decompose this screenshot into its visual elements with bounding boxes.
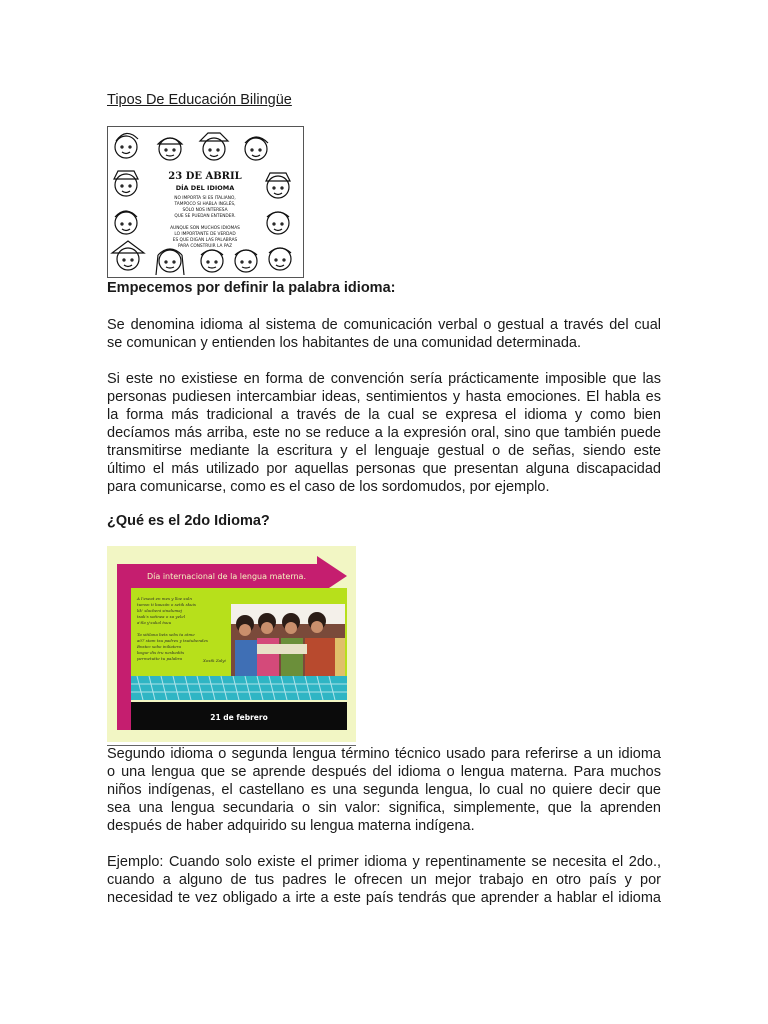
image-line: NO IMPORTA SI ES ITALIANO,: [174, 196, 236, 201]
paragraph-line: o una lengua que se aprende después del idioma o lengua materna. Para muchos: [107, 764, 661, 780]
paragraph-line: necesidad te vez obligado a irte a este país tendrás que aprender a hablar el idioma: [107, 890, 661, 906]
date-band-text: 21 de febrero: [210, 713, 268, 722]
image-line: ES QUE DIGAN LAS PALABRAS: [172, 238, 238, 243]
poem-line: A l'eseat en mes y lloe suln: [137, 596, 192, 601]
paragraph-line: decíamos más arriba, este no se reduce a la expresión oral, sino que también puede: [107, 425, 661, 441]
poem-line: Bnstec sebo iniliatera: [137, 644, 182, 649]
paragraph-line: Segundo idioma o segunda lengua término técnico usado para referirse a un idioma: [107, 746, 661, 762]
paragraph: [107, 370, 661, 496]
poem-line: tumsn ti bauzán o setik skuis: [137, 602, 196, 607]
children-reading-photo: [231, 604, 345, 676]
paragraph-line: después de haber adquirido su lengua materna indígena.: [107, 818, 475, 834]
paragraph-line: para comunicarse, como es el caso de los sordomudos, por ejemplo.: [107, 479, 550, 495]
paragraph: [107, 745, 661, 835]
poem-line: tsak's sotinea o xa yelel: [137, 614, 185, 619]
paragraph-line: niños indígenas, el castellano es una segunda lengua, lo cual no quiere decir que: [107, 782, 661, 798]
paragraph: [107, 316, 661, 352]
poem-line: a07 stam tsu padres y tsutubendes: [137, 638, 208, 643]
paragraph-line: Ejemplo: Cuando solo existe el primer idioma y repentinamente se necesita el 2do.,: [107, 854, 661, 870]
poem-line: Ta sitilana bets sebs ta atme: [137, 632, 195, 637]
paragraph-line: personas pudiesen intercambiar ideas, sentimientos y hasta emociones. El habla es: [107, 389, 661, 405]
image-line: SÓLO NOS INTERESA: [182, 208, 228, 213]
poem-signature: Xoxtk Zalyi: [203, 658, 226, 663]
image-line: PARA CONSTRUIR LA PAZ: [177, 244, 233, 249]
section-heading: Empecemos por definir la palabra idioma:: [107, 280, 396, 296]
paragraph-line: Se denomina idioma al sistema de comunicación verbal o gestual a través del cual: [107, 317, 661, 333]
document-title: Tipos De Educación Bilingüe: [107, 92, 292, 108]
paragraph: [107, 853, 661, 907]
paragraph-line: último el más utilizado por aquellas personas que presentan alguna discapacidad: [107, 461, 661, 477]
dia-del-idioma-illustration: [107, 126, 304, 278]
paragraph-line: Si este no existiese en forma de convención sería prácticamente imposible que las: [107, 371, 661, 387]
poem-line: permetutte tu palabra: [137, 656, 182, 661]
section-heading: ¿Qué es el 2do Idioma?: [107, 513, 270, 529]
paragraph-line: sea una lengua secundaria o sin valor: significa, simplemente, que la aprenden: [107, 800, 661, 816]
lengua-materna-slide: [107, 546, 356, 742]
image-line: QUE SE PUEDAN ENTENDER.: [174, 214, 236, 219]
banner-text: Día internacional de la lengua materna.: [147, 572, 306, 581]
paragraph-line: cuando a alguno de tus padres le ofrecen un mejor trabajo en otro país y por: [107, 872, 661, 888]
image-date-text: 23 DE ABRIL: [168, 171, 242, 182]
image-subtitle-text: DÍA DEL IDIOMA: [175, 184, 235, 192]
poem-line: lik' slacbeni sinalumaj: [137, 608, 182, 613]
paragraph-line: transmitirse mediante la escritura y el lenguaje gestual o de señas, siendo este: [107, 443, 661, 459]
paragraph-line: la forma más tradicional a través de la cual se expresa el idioma y como bien: [107, 407, 661, 423]
image-line: AUNQUE SON MUCHOS IDIOMAS: [170, 226, 240, 231]
lengua-materna-image: [107, 546, 356, 742]
paragraph-line: se comunican y entienden los habitantes de una comunidad determinada.: [107, 335, 581, 351]
children-faces-drawing: [108, 127, 303, 277]
poem-line: bagur dis tru nesbedits: [137, 650, 185, 655]
image-line: LO IMPORTANTE DE VERDAD: [174, 232, 236, 237]
poem-line: a'tla y'sukol tsuu: [137, 620, 172, 625]
image-line: TAMPOCO SI HABLA INGLÉS,: [174, 202, 236, 207]
